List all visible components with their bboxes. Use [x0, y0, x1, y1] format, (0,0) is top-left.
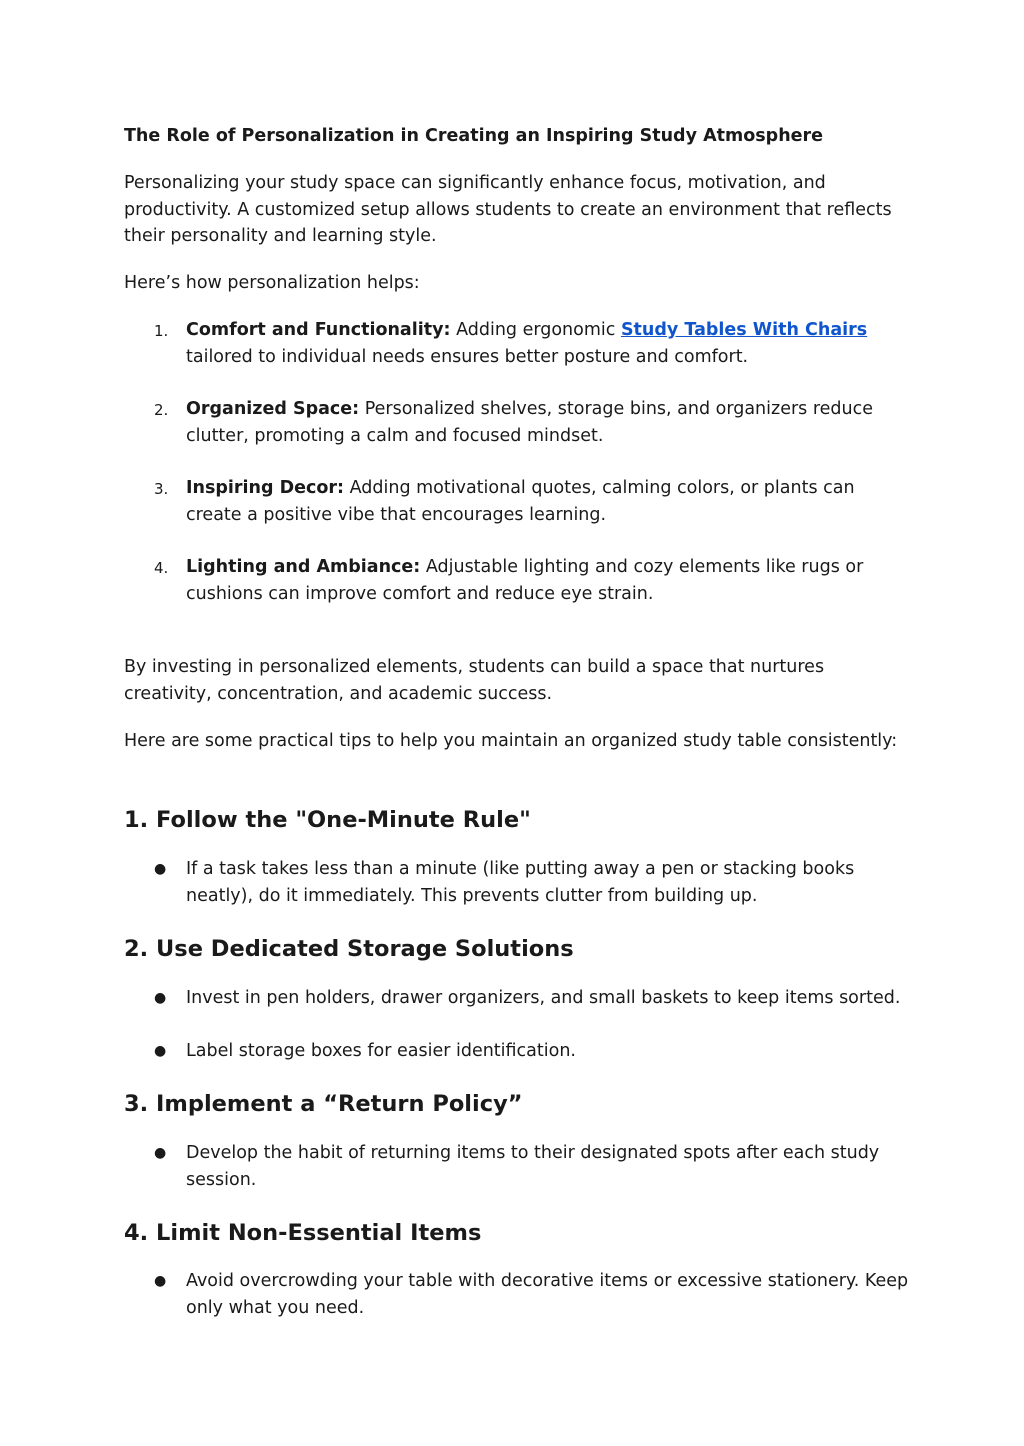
- bullet-item: [124, 1140, 914, 1193]
- list-item-text: Adding ergonomic: [450, 320, 621, 340]
- list-number: 4.: [154, 559, 169, 577]
- tips-lead-paragraph: Here are some practical tips to help you maintain an organized study table consistently:: [124, 731, 898, 751]
- list-item-heading: Inspiring Decor:: [186, 478, 345, 498]
- list-number: 3.: [154, 480, 169, 498]
- bullet-text: Label storage boxes for easier identification.: [186, 1041, 576, 1061]
- bullet-icon: ●: [154, 990, 167, 1006]
- list-item-text: tailored to individual needs ensures better posture and comfort.: [186, 346, 749, 367]
- section-heading: 4. Limit Non-Essential Items: [124, 1220, 482, 1246]
- bullet-item: [124, 1268, 914, 1321]
- bullet-text: Invest in pen holders, drawer organizers, and small baskets to keep items sorted.: [186, 988, 901, 1008]
- list-item-comfort: [124, 317, 914, 370]
- bullet-text: If a task takes less than a minute (like putting away a pen or stacking books neatly), do it immediately. This prevents clutter from building up.: [186, 859, 855, 906]
- bullet-item: [124, 856, 914, 909]
- bullet-icon: ●: [154, 1145, 167, 1161]
- study-tables-link[interactable]: Study Tables With Chairs: [620, 320, 868, 340]
- bullet-item: [124, 1038, 914, 1065]
- list-item-body: [186, 317, 914, 370]
- section-heading: 2. Use Dedicated Storage Solutions: [124, 936, 574, 962]
- list-item-heading: Comfort and Functionality:: [186, 320, 451, 340]
- list-item-body: [186, 396, 914, 449]
- list-item-lighting: [124, 554, 914, 607]
- bullet-text: Develop the habit of returning items to their designated spots after each study session.: [186, 1143, 880, 1190]
- bullet-icon: ●: [154, 1273, 167, 1289]
- list-item-inspiring-decor: [124, 475, 914, 528]
- list-item-body: [186, 554, 914, 607]
- list-number: 2.: [154, 401, 169, 419]
- list-item-heading: Organized Space:: [186, 399, 360, 419]
- conclusion-paragraph: By investing in personalized elements, students can build a space that nurtures creativity, concentration, and academic success.: [124, 657, 825, 704]
- list-item-organized-space: [124, 396, 914, 449]
- list-item-heading: Lighting and Ambiance:: [186, 557, 421, 577]
- bullet-icon: ●: [154, 861, 167, 877]
- section-heading: 1. Follow the "One-Minute Rule": [124, 807, 531, 833]
- document-title: The Role of Personalization in Creating an Inspiring Study Atmosphere: [124, 126, 824, 146]
- bullet-item: [124, 985, 914, 1012]
- list-number: 1.: [154, 322, 169, 340]
- section-heading: 3. Implement a “Return Policy”: [124, 1091, 523, 1117]
- list-item-text: Adjustable lighting and cozy elements like rugs or cushions can improve comfort and reduce eye strain.: [186, 557, 864, 604]
- list-item-text: Adding motivational quotes, calming colors, or plants can create a positive vibe that encourages learning.: [186, 478, 855, 525]
- bullet-text: Avoid overcrowding your table with decorative items or excessive stationery. Keep only what you need.: [186, 1271, 909, 1318]
- bullet-icon: ●: [154, 1043, 167, 1059]
- intro-paragraph: Personalizing your study space can significantly enhance focus, motivation, and productivity. A customized setup allows students to create an environment that reflects their personality and learning style.: [124, 173, 892, 246]
- list-item-body: [186, 475, 914, 528]
- helps-lead-paragraph: Here’s how personalization helps:: [124, 273, 420, 293]
- list-item-text: Personalized shelves, storage bins, and organizers reduce clutter, promoting a calm and focused mindset.: [186, 399, 874, 446]
